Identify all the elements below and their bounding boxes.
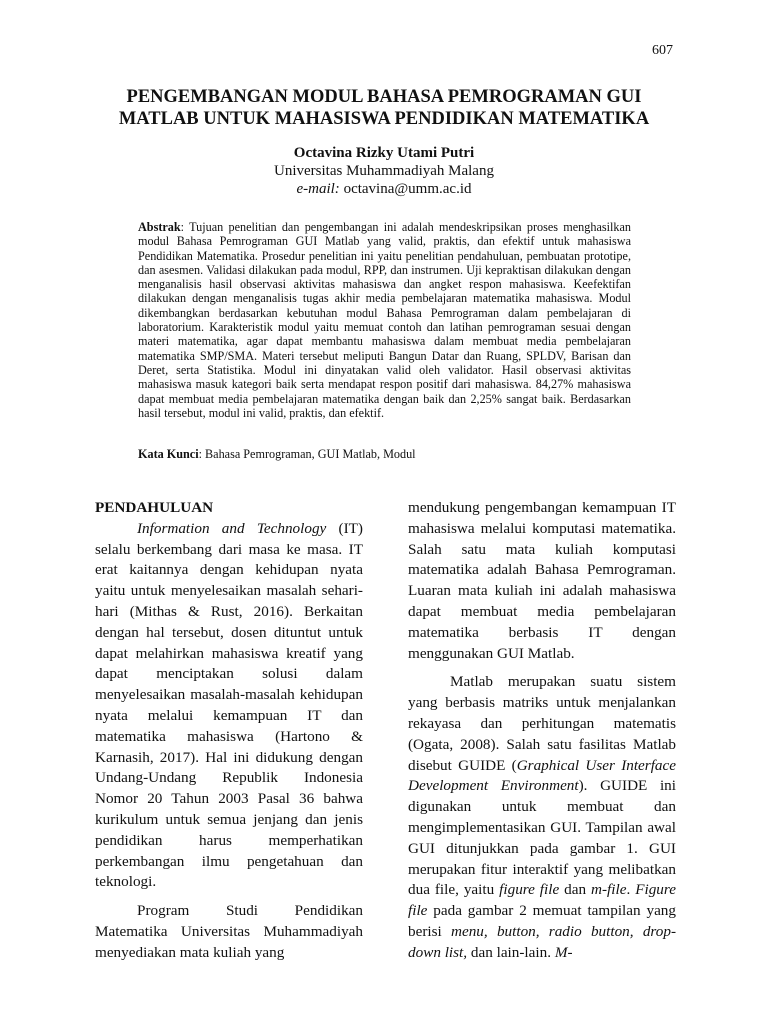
title-line-1: PENGEMBANGAN MODUL BAHASA PEMROGRAMAN GUI: [126, 87, 642, 107]
right-p2-em6: M-: [554, 943, 573, 961]
right-p2-d: .: [626, 881, 636, 899]
left-p1-text: (IT) selalu berkembang dari masa ke masa. IT erat kaitannya dengan kehidupan nyata yaitu untuk menyelesaikan masalah sehari-hari (Mithas & Rust, 2016). Berkaitan dengan hal tersebut, dosen dituntut untuk dapat melahirkan mahasiswa kreatif yang dapat menciptakan solusi dalam menyelesaikan masalah-masalah kehidupan nyata melalui kemampuan IT dan matematika mahasiswa (Hartono & Karnasih, 2017). Hal ini didukung dengan Undang-Undang Republik Indonesia Nomor 20 Tahun 2003 Pasal 36 bahwa kurikulum untuk semua jenjang dan jenis pendidikan harus memperhatikan perkembangan ilmu pengetahuan dan teknologi.: [95, 519, 363, 891]
author-name: Octavina Rizky Utami Putri: [293, 145, 475, 161]
abstract: [138, 220, 631, 420]
left-column: [95, 498, 363, 964]
keywords: [138, 447, 631, 461]
right-p2-em2: figure file: [499, 881, 560, 899]
right-column: [408, 498, 676, 964]
author-email: octavina@umm.ac.id: [343, 181, 472, 197]
right-p2-a: Matlab merupakan suatu sistem yang berbasis matriks untuk menjalankan rekayasa dan perhitungan matematis (Ogata, 2008). Salah satu fasilitas Matlab disebut GUIDE (: [408, 673, 676, 774]
paper-title: [90, 86, 678, 130]
right-p2-em4: Figure file: [408, 881, 676, 920]
author-email-line: [90, 180, 678, 198]
right-p2-b: ). GUIDE ini digunakan untuk membuat dan mengimplementasikan GUI. Tampilan awal GUI ditunjukkan pada gambar 1. GUI merupakan fitur interaktif yang melibatkan dua file, yaitu: [408, 777, 676, 899]
author-block: [90, 144, 678, 198]
right-p2-em5: menu, button, radio button, drop-down list,: [408, 922, 676, 961]
keywords-label: Kata Kunci: [138, 447, 199, 461]
abstract-text: : Tujuan penelitian dan pengembangan ini adalah mendeskripsikan proses menghasilkan modul Bahasa Pemrograman GUI Matlab yang valid, praktis, dan efektif untuk mahasiswa Pendidikan Matematika. Prosedur penelitian ini yaitu penelitian pendahuluan, pembuatan prototipe, dan asesmen. Validasi dilakukan pada modul, RPP, dan instrumen. Uji kepraktisan dilakukan dengan menganalisis hasil observasi aktivitas mahasiswa dan angket respon mahasiswa. Keefektifan dilakukan dengan menganalisis tugas akhir media pembelajaran matematika mahasiswa. Modul dikembangkan berdasarkan kebutuhan modul Bahasa Pemrograman dalam pembelajaran di laboratorium. Karakteristik modul yaitu memuat contoh dan latihan pemrograman sesuai dengan materi matematika, agar dapat membantu mahasiswa dalam membuat media pembelajaran matematika SMP/SMA. Materi tersebut meliputi Bangun Datar dan Ruang, SPLDV, Barisan dan Deret, serta Statistika. Modul ini dinyatakan valid oleh validator. Hasil observasi aktivitas mahasiswa masuk kategori baik serta mendapat respon positif dari mahasiswa. 84,27% mahasiswa dapat membuat media pembelajaran matematika dengan baik dan 2,25% sangat baik. Berdasarkan hasil tersebut, modul ini valid, praktis, dan efektif.: [138, 220, 631, 420]
right-p2-f: dan lain-lain.: [467, 943, 555, 961]
right-p2-em3: m-file: [591, 881, 627, 899]
left-paragraph-1: [95, 519, 363, 893]
left-p1-emphasis: Information and Technology: [137, 519, 327, 537]
author-affiliation: Universitas Muhammadiyah Malang: [274, 163, 494, 179]
left-paragraph-2: Program Studi Pendidikan Matematika Universitas Muhammadiyah menyediakan mata kuliah yang: [95, 902, 363, 961]
email-label: e-mail:: [296, 181, 340, 197]
page-number: 607: [652, 43, 673, 58]
right-p2-em1: Graphical User Interface Development Environment: [408, 756, 677, 795]
title-line-2: MATLAB UNTUK MAHASISWA PENDIDIKAN MATEMATIKA: [118, 109, 650, 129]
abstract-label: Abstrak: [138, 220, 181, 234]
section-heading: PENDAHULUAN: [95, 499, 214, 516]
right-paragraph-2: [408, 672, 676, 963]
right-p2-c: dan: [559, 881, 592, 899]
right-p2-e: pada gambar 2 memuat tampilan yang berisi: [408, 902, 676, 940]
right-paragraph-1: mendukung pengembangan kemampuan IT mahasiswa melalui komputasi matematika. Salah satu mata kuliah komputasi matematika adalah Bahasa Pemrograman. Luaran mata kuliah ini adalah mahasiswa dapat membuat media pembelajaran matematika berbasis IT dengan menggunakan GUI Matlab.: [408, 499, 676, 662]
keywords-text: : Bahasa Pemrograman, GUI Matlab, Modul: [198, 447, 416, 461]
